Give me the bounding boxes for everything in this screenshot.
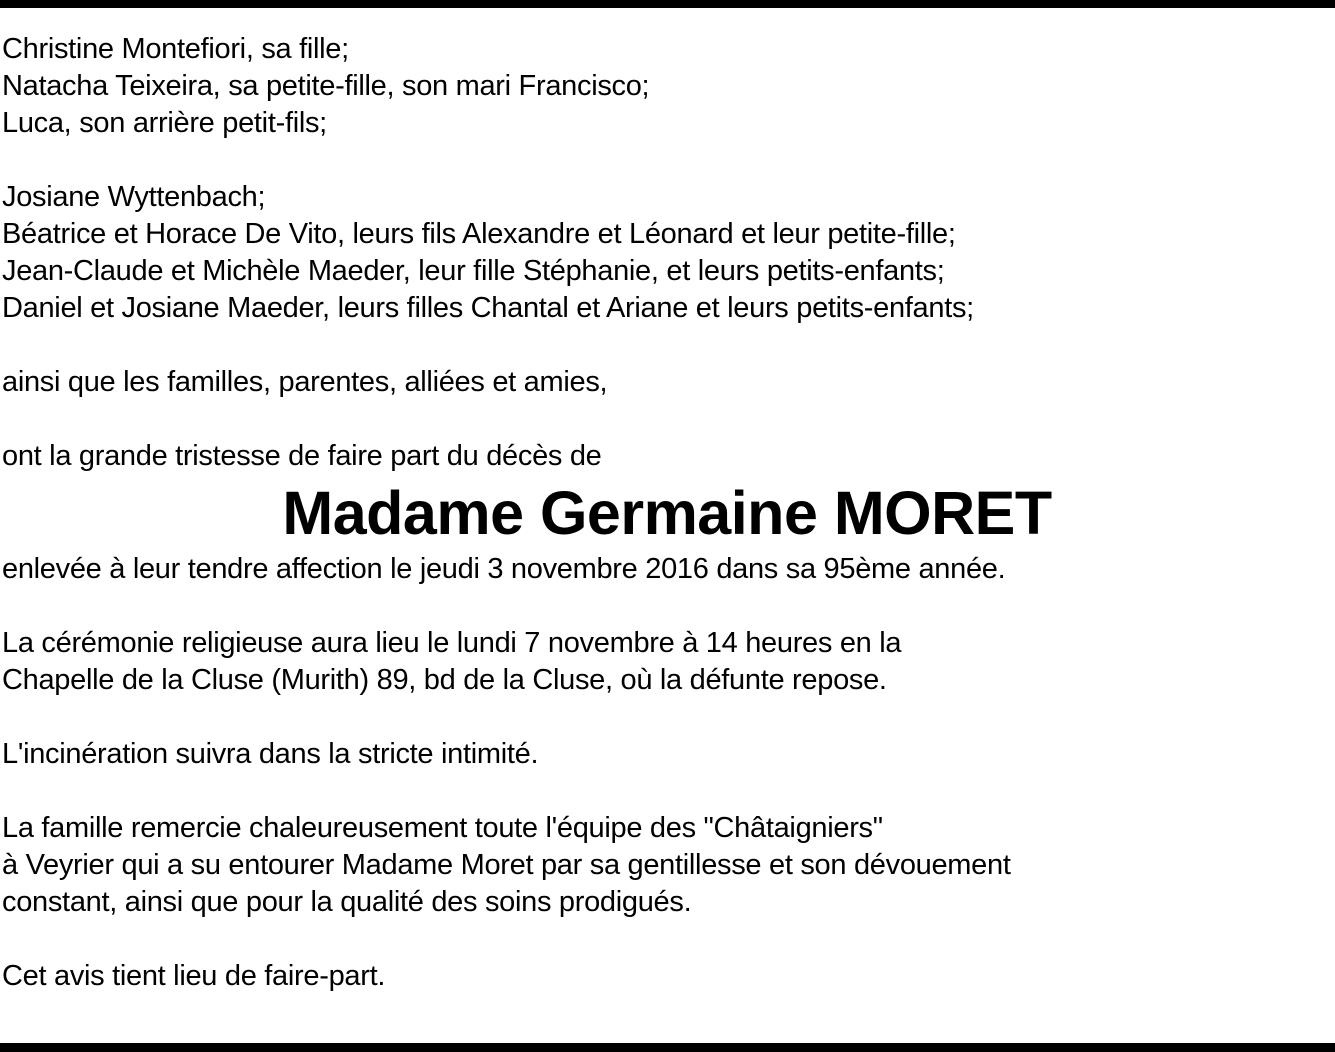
- family-line: Natacha Teixeira, sa petite-fille, son mari Francisco;: [2, 70, 650, 102]
- family-group-1: [2, 31, 1332, 142]
- spacer: [2, 699, 1332, 736]
- announcement-line: ont la grande tristesse de faire part du décès de: [2, 440, 602, 472]
- family-line: Josiane Wyttenbach;: [2, 181, 266, 213]
- family-group-2: [2, 179, 1332, 327]
- family-line: Béatrice et Horace De Vito, leurs fils Alexandre et Léonard et leur petite-fille;: [2, 218, 956, 250]
- family-line: Christine Montefiori, sa fille;: [2, 33, 349, 65]
- family-line: Daniel et Josiane Maeder, leurs filles Chantal et Ariane et leurs petits-enfants;: [2, 292, 974, 324]
- incineration-line: L'incinération suivra dans la stricte intimité.: [2, 738, 539, 770]
- deceased-name: Madame Germaine MORET: [282, 479, 1052, 547]
- passing-line: enlevée à leur tendre affection le jeudi 3 novembre 2016 dans sa 95ème année.: [2, 553, 1006, 585]
- spacer: [2, 142, 1332, 179]
- spacer: [2, 588, 1332, 625]
- thanks-line: à Veyrier qui a su entourer Madame Moret par sa gentillesse et son dévouement: [2, 849, 1011, 881]
- spacer: [2, 773, 1332, 810]
- family-line: Luca, son arrière petit-fils;: [2, 107, 327, 139]
- spacer: [2, 327, 1332, 364]
- families-line: ainsi que les familles, parentes, alliées et amies,: [2, 366, 608, 398]
- spacer: [2, 921, 1332, 958]
- thanks-line: La famille remercie chaleureusement toute l'équipe des "Châtaigniers": [2, 812, 883, 844]
- top-border-rule: [0, 0, 1335, 8]
- closing-line: Cet avis tient lieu de faire-part.: [2, 960, 386, 992]
- ceremony-line: La cérémonie religieuse aura lieu le lundi 7 novembre à 14 heures en la: [2, 627, 902, 659]
- spacer: [2, 401, 1332, 438]
- bottom-border-rule: [0, 1043, 1335, 1052]
- thanks-line: constant, ainsi que pour la qualité des soins prodigués.: [2, 886, 692, 918]
- obituary-notice: [2, 31, 1332, 995]
- ceremony-line: Chapelle de la Cluse (Murith) 89, bd de la Cluse, où la défunte repose.: [2, 664, 887, 696]
- family-line: Jean-Claude et Michèle Maeder, leur fille Stéphanie, et leurs petits-enfants;: [2, 255, 945, 287]
- thanks-paragraph: [2, 810, 1332, 921]
- ceremony-details: [2, 625, 1332, 699]
